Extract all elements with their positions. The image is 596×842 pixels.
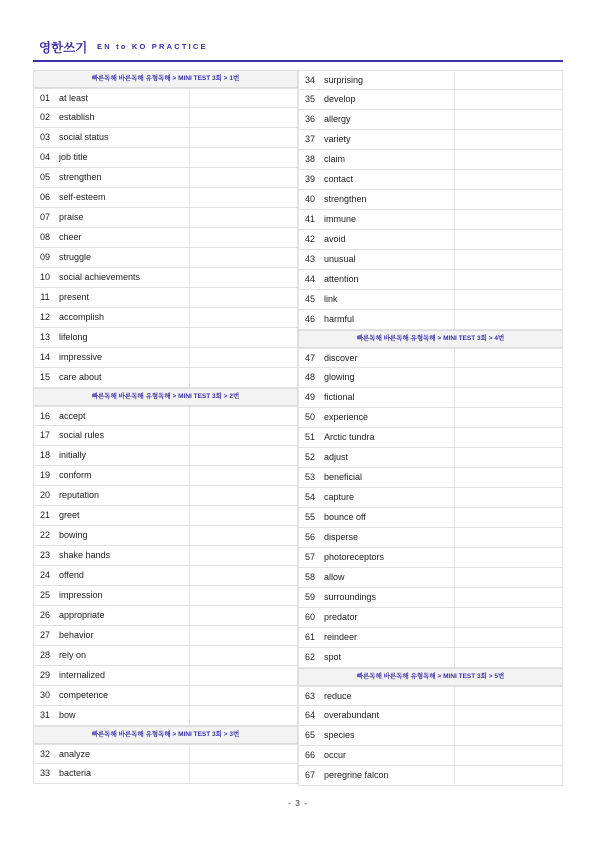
- vocab-number: 54: [304, 492, 315, 502]
- vocab-number: 62: [304, 652, 315, 662]
- answer-blank[interactable]: [454, 349, 562, 368]
- vocab-word: bounce off: [324, 512, 366, 522]
- vocab-number: 14: [39, 352, 50, 362]
- vocab-word: strengthen: [324, 194, 367, 204]
- vocab-number: 27: [39, 630, 50, 640]
- vocab-number: 20: [39, 490, 50, 500]
- vocab-number: 44: [304, 274, 315, 284]
- vocab-word: job title: [59, 152, 88, 162]
- answer-blank[interactable]: [454, 706, 562, 725]
- answer-blank[interactable]: [189, 486, 297, 505]
- vocab-number: 48: [304, 372, 315, 382]
- vocab-row: [33, 566, 298, 586]
- vocab-row: [298, 766, 563, 786]
- vocab-row: [33, 88, 298, 108]
- vocab-row: [33, 426, 298, 446]
- vocab-row: [33, 744, 298, 764]
- answer-blank[interactable]: [189, 586, 297, 605]
- vocab-number: 63: [304, 691, 315, 701]
- answer-blank[interactable]: [454, 388, 562, 407]
- header-title: 영한쓰기: [39, 41, 88, 55]
- answer-blank[interactable]: [454, 170, 562, 189]
- vocab-word: occur: [324, 750, 347, 760]
- vocab-word: praise: [59, 212, 84, 222]
- vocab-word: contact: [324, 174, 354, 184]
- vocab-number: 59: [304, 592, 315, 602]
- vocab-row: [33, 666, 298, 686]
- vocab-row: [298, 468, 563, 488]
- vocab-word: glowing: [324, 372, 355, 382]
- vocab-number: 18: [39, 450, 50, 460]
- answer-blank[interactable]: [454, 508, 562, 527]
- answer-blank[interactable]: [454, 588, 562, 607]
- vocab-number: 60: [304, 612, 315, 622]
- vocab-word: initially: [59, 450, 87, 460]
- vocab-word: photoreceptors: [324, 552, 385, 562]
- vocab-row: [298, 588, 563, 608]
- vocab-number: 47: [304, 353, 315, 363]
- vocab-number: 50: [304, 412, 315, 422]
- vocab-word: harmful: [324, 314, 355, 324]
- vocab-number: 03: [39, 132, 50, 142]
- answer-blank[interactable]: [454, 746, 562, 765]
- vocab-row: [33, 288, 298, 308]
- answer-blank[interactable]: [189, 646, 297, 665]
- vocab-word: bacteria: [59, 768, 92, 778]
- header-rule: [33, 60, 563, 62]
- vocab-row: [298, 170, 563, 190]
- answer-blank[interactable]: [189, 566, 297, 585]
- vocab-word: develop: [324, 94, 356, 104]
- answer-blank[interactable]: [189, 745, 297, 764]
- vocab-word: behavior: [59, 630, 94, 640]
- vocab-word: immune: [324, 214, 357, 224]
- vocab-number: 39: [304, 174, 315, 184]
- vocab-number: 57: [304, 552, 315, 562]
- vocab-row: [33, 108, 298, 128]
- vocab-number: 25: [39, 590, 50, 600]
- vocab-number: 40: [304, 194, 315, 204]
- vocab-number: 23: [39, 550, 50, 560]
- vocab-word: offend: [59, 570, 84, 580]
- vocab-number: 49: [304, 392, 315, 402]
- answer-blank[interactable]: [189, 407, 297, 426]
- vocab-word: reputation: [59, 490, 100, 500]
- vocab-number: 15: [39, 372, 50, 382]
- vocab-word: strengthen: [59, 172, 102, 182]
- vocab-number: 16: [39, 411, 50, 421]
- vocab-word: peregrine falcon: [324, 770, 389, 780]
- vocab-number: 56: [304, 532, 315, 542]
- vocab-word: competence: [59, 690, 109, 700]
- vocab-row: [298, 368, 563, 388]
- section-header: 빠른독해 바른독해 유형독해 > MINI TEST 3회 > 5번: [298, 668, 563, 686]
- vocab-number: 12: [39, 312, 50, 322]
- vocab-row: [298, 746, 563, 766]
- vocab-row: [298, 190, 563, 210]
- vocab-word: predator: [324, 612, 358, 622]
- vocab-row: [33, 348, 298, 368]
- vocab-word: surroundings: [324, 592, 377, 602]
- vocab-row: [33, 248, 298, 268]
- vocab-word: reduce: [324, 691, 352, 701]
- answer-blank[interactable]: [454, 488, 562, 507]
- vocab-number: 31: [39, 710, 50, 720]
- answer-blank[interactable]: [189, 108, 297, 127]
- vocab-number: 24: [39, 570, 50, 580]
- vocab-word: surprising: [324, 75, 364, 85]
- answer-blank[interactable]: [189, 328, 297, 347]
- vocab-word: species: [324, 730, 355, 740]
- answer-blank[interactable]: [189, 248, 297, 267]
- vocab-row: [298, 150, 563, 170]
- vocab-number: 32: [39, 749, 50, 759]
- vocab-number: 09: [39, 252, 50, 262]
- vocab-word: attention: [324, 274, 359, 284]
- vocab-word: social achievements: [59, 272, 141, 282]
- vocab-row: [298, 348, 563, 368]
- vocab-row: [33, 308, 298, 328]
- vocab-number: 22: [39, 530, 50, 540]
- vocab-word: impression: [59, 590, 103, 600]
- vocab-number: 08: [39, 232, 50, 242]
- answer-blank[interactable]: [454, 368, 562, 387]
- vocab-number: 52: [304, 452, 315, 462]
- vocab-word: Arctic tundra: [324, 432, 375, 442]
- vocab-row: [298, 548, 563, 568]
- answer-blank[interactable]: [454, 90, 562, 109]
- answer-blank[interactable]: [189, 446, 297, 465]
- answer-blank[interactable]: [189, 626, 297, 645]
- vocab-row: [33, 228, 298, 248]
- vocab-number: 66: [304, 750, 315, 760]
- answer-blank[interactable]: [454, 130, 562, 149]
- vocab-row: [33, 626, 298, 646]
- vocab-word: establish: [59, 112, 95, 122]
- vocab-row: [298, 568, 563, 588]
- vocab-word: overabundant: [324, 710, 380, 720]
- vocab-number: 35: [304, 94, 315, 104]
- vocab-word: claim: [324, 154, 346, 164]
- vocab-row: [298, 686, 563, 706]
- vocab-row: [33, 546, 298, 566]
- vocab-number: 05: [39, 172, 50, 182]
- vocab-word: unusual: [324, 254, 356, 264]
- vocab-row: [298, 706, 563, 726]
- answer-blank[interactable]: [189, 268, 297, 287]
- vocab-row: [298, 408, 563, 428]
- answer-blank[interactable]: [189, 526, 297, 545]
- answer-blank[interactable]: [189, 466, 297, 485]
- vocab-row: [298, 628, 563, 648]
- vocab-row: [298, 110, 563, 130]
- vocab-row: [33, 466, 298, 486]
- vocab-column-left: [33, 70, 298, 784]
- vocab-row: [298, 608, 563, 628]
- vocab-row: [33, 188, 298, 208]
- answer-blank[interactable]: [454, 648, 562, 667]
- vocab-word: discover: [324, 353, 358, 363]
- vocab-row: [33, 268, 298, 288]
- vocab-row: [33, 606, 298, 626]
- answer-blank[interactable]: [189, 606, 297, 625]
- vocab-word: at least: [59, 93, 89, 103]
- answer-blank[interactable]: [454, 310, 562, 329]
- vocab-row: [33, 128, 298, 148]
- answer-blank[interactable]: [189, 426, 297, 445]
- vocab-word: appropriate: [59, 610, 105, 620]
- answer-blank[interactable]: [189, 706, 297, 725]
- answer-blank[interactable]: [454, 150, 562, 169]
- section-header: 빠른독해 바른독해 유형독해 > MINI TEST 3회 > 3번: [33, 726, 298, 744]
- vocab-row: [33, 706, 298, 726]
- answer-blank[interactable]: [454, 210, 562, 229]
- vocab-row: [33, 328, 298, 348]
- vocab-row: [298, 250, 563, 270]
- vocab-word: struggle: [59, 252, 92, 262]
- vocab-word: lifelong: [59, 332, 88, 342]
- answer-blank[interactable]: [454, 548, 562, 567]
- vocab-word: present: [59, 292, 90, 302]
- vocab-number: 34: [304, 75, 315, 85]
- answer-blank[interactable]: [454, 408, 562, 427]
- vocab-row: [33, 646, 298, 666]
- vocab-word: bow: [59, 710, 76, 720]
- vocab-row: [33, 764, 298, 784]
- vocab-row: [298, 270, 563, 290]
- answer-blank[interactable]: [189, 208, 297, 227]
- answer-blank[interactable]: [189, 686, 297, 705]
- vocab-word: bowing: [59, 530, 88, 540]
- answer-blank[interactable]: [189, 506, 297, 525]
- vocab-word: impressive: [59, 352, 103, 362]
- answer-blank[interactable]: [189, 348, 297, 367]
- answer-blank[interactable]: [454, 766, 562, 785]
- vocab-row: [33, 686, 298, 706]
- vocab-number: 42: [304, 234, 315, 244]
- vocab-number: 29: [39, 670, 50, 680]
- vocab-row: [298, 290, 563, 310]
- vocab-row: [33, 526, 298, 546]
- vocab-number: 55: [304, 512, 315, 522]
- vocab-number: 26: [39, 610, 50, 620]
- vocab-row: [298, 130, 563, 150]
- answer-blank[interactable]: [454, 71, 562, 90]
- answer-blank[interactable]: [189, 128, 297, 147]
- answer-blank[interactable]: [189, 148, 297, 167]
- vocab-word: experience: [324, 412, 369, 422]
- vocab-number: 04: [39, 152, 50, 162]
- vocab-number: 51: [304, 432, 315, 442]
- vocab-row: [298, 310, 563, 330]
- answer-blank[interactable]: [189, 168, 297, 187]
- vocab-number: 64: [304, 710, 315, 720]
- answer-blank[interactable]: [454, 230, 562, 249]
- answer-blank[interactable]: [454, 428, 562, 447]
- answer-blank[interactable]: [189, 288, 297, 307]
- vocab-word: social rules: [59, 430, 105, 440]
- vocab-number: 11: [40, 292, 50, 302]
- answer-blank[interactable]: [454, 608, 562, 627]
- vocab-row: [33, 368, 298, 388]
- answer-blank[interactable]: [454, 448, 562, 467]
- answer-blank[interactable]: [454, 468, 562, 487]
- vocab-row: [33, 406, 298, 426]
- vocab-word: variety: [324, 134, 351, 144]
- vocab-number: 33: [39, 768, 50, 778]
- vocab-number: 58: [304, 572, 315, 582]
- answer-blank[interactable]: [189, 188, 297, 207]
- vocab-number: 45: [304, 294, 315, 304]
- answer-blank[interactable]: [189, 368, 297, 387]
- vocab-word: analyze: [59, 749, 91, 759]
- vocab-number: 01: [39, 93, 50, 103]
- vocab-row: [33, 586, 298, 606]
- vocab-word: shake hands: [59, 550, 111, 560]
- page-number: - 3 -: [287, 798, 309, 808]
- vocab-word: disperse: [324, 532, 359, 542]
- answer-blank[interactable]: [189, 228, 297, 247]
- vocab-row: [33, 148, 298, 168]
- vocab-number: 28: [39, 650, 50, 660]
- vocab-number: 06: [39, 192, 50, 202]
- vocab-number: 07: [39, 212, 50, 222]
- vocab-word: internalized: [59, 670, 106, 680]
- section-header: 빠른독해 바른독해 유형독해 > MINI TEST 3회 > 1번: [33, 70, 298, 88]
- vocab-row: [298, 388, 563, 408]
- vocab-word: avoid: [324, 234, 346, 244]
- vocab-row: [298, 726, 563, 746]
- vocab-row: [33, 446, 298, 466]
- answer-blank[interactable]: [454, 568, 562, 587]
- vocab-row: [298, 508, 563, 528]
- answer-blank[interactable]: [454, 628, 562, 647]
- vocab-word: accomplish: [59, 312, 105, 322]
- vocab-number: 10: [39, 272, 50, 282]
- vocab-word: beneficial: [324, 472, 363, 482]
- answer-blank[interactable]: [454, 190, 562, 209]
- vocab-row: [298, 70, 563, 90]
- section-header: 빠른독해 바른독해 유형독해 > MINI TEST 3회 > 4번: [298, 330, 563, 348]
- vocab-word: allow: [324, 572, 345, 582]
- vocab-number: 37: [304, 134, 315, 144]
- vocab-number: 19: [39, 470, 50, 480]
- vocab-row: [33, 168, 298, 188]
- answer-blank[interactable]: [189, 89, 297, 108]
- vocab-word: cheer: [59, 232, 82, 242]
- answer-blank[interactable]: [454, 110, 562, 129]
- answer-blank[interactable]: [189, 308, 297, 327]
- vocab-number: 02: [39, 112, 50, 122]
- answer-blank[interactable]: [189, 764, 297, 783]
- vocab-number: 41: [304, 214, 315, 224]
- vocab-number: 38: [304, 154, 315, 164]
- answer-blank[interactable]: [454, 528, 562, 547]
- answer-blank[interactable]: [454, 250, 562, 269]
- vocab-number: 61: [304, 632, 315, 642]
- vocab-number: 21: [39, 510, 50, 520]
- vocab-number: 65: [304, 730, 315, 740]
- vocab-number: 17: [39, 430, 50, 440]
- vocab-row: [298, 448, 563, 468]
- vocab-word: care about: [59, 372, 102, 382]
- vocab-word: adjust: [324, 452, 349, 462]
- vocab-row: [33, 208, 298, 228]
- answer-blank[interactable]: [454, 290, 562, 309]
- vocab-word: self-esteem: [59, 192, 106, 202]
- vocab-row: [298, 428, 563, 448]
- vocab-word: spot: [324, 652, 342, 662]
- vocab-number: 46: [304, 314, 315, 324]
- vocab-word: greet: [59, 510, 80, 520]
- vocab-word: reindeer: [324, 632, 358, 642]
- vocab-row: [298, 90, 563, 110]
- vocab-word: allergy: [324, 114, 351, 124]
- vocab-number: 36: [304, 114, 315, 124]
- vocab-row: [298, 648, 563, 668]
- vocab-row: [298, 488, 563, 508]
- vocab-word: capture: [324, 492, 355, 502]
- vocab-row: [33, 506, 298, 526]
- vocab-word: conform: [59, 470, 92, 480]
- section-header: 빠른독해 바른독해 유형독해 > MINI TEST 3회 > 2번: [33, 388, 298, 406]
- vocab-word: social status: [59, 132, 109, 142]
- vocab-number: 13: [39, 332, 50, 342]
- vocab-word: fictional: [324, 392, 355, 402]
- answer-blank[interactable]: [454, 270, 562, 289]
- vocab-column-right: [298, 70, 563, 786]
- vocab-row: [298, 230, 563, 250]
- vocab-word: accept: [59, 411, 86, 421]
- answer-blank[interactable]: [454, 687, 562, 706]
- answer-blank[interactable]: [189, 666, 297, 685]
- vocab-word: rely on: [59, 650, 87, 660]
- header-subtitle: EN to KO PRACTICE: [97, 42, 208, 51]
- vocab-number: 53: [304, 472, 315, 482]
- answer-blank[interactable]: [189, 546, 297, 565]
- vocab-word: link: [324, 294, 338, 304]
- vocab-row: [298, 210, 563, 230]
- answer-blank[interactable]: [454, 726, 562, 745]
- vocab-number: 43: [304, 254, 315, 264]
- page-header: [33, 38, 563, 60]
- vocab-number: 30: [39, 690, 50, 700]
- vocab-row: [33, 486, 298, 506]
- vocab-row: [298, 528, 563, 548]
- vocab-number: 67: [304, 770, 315, 780]
